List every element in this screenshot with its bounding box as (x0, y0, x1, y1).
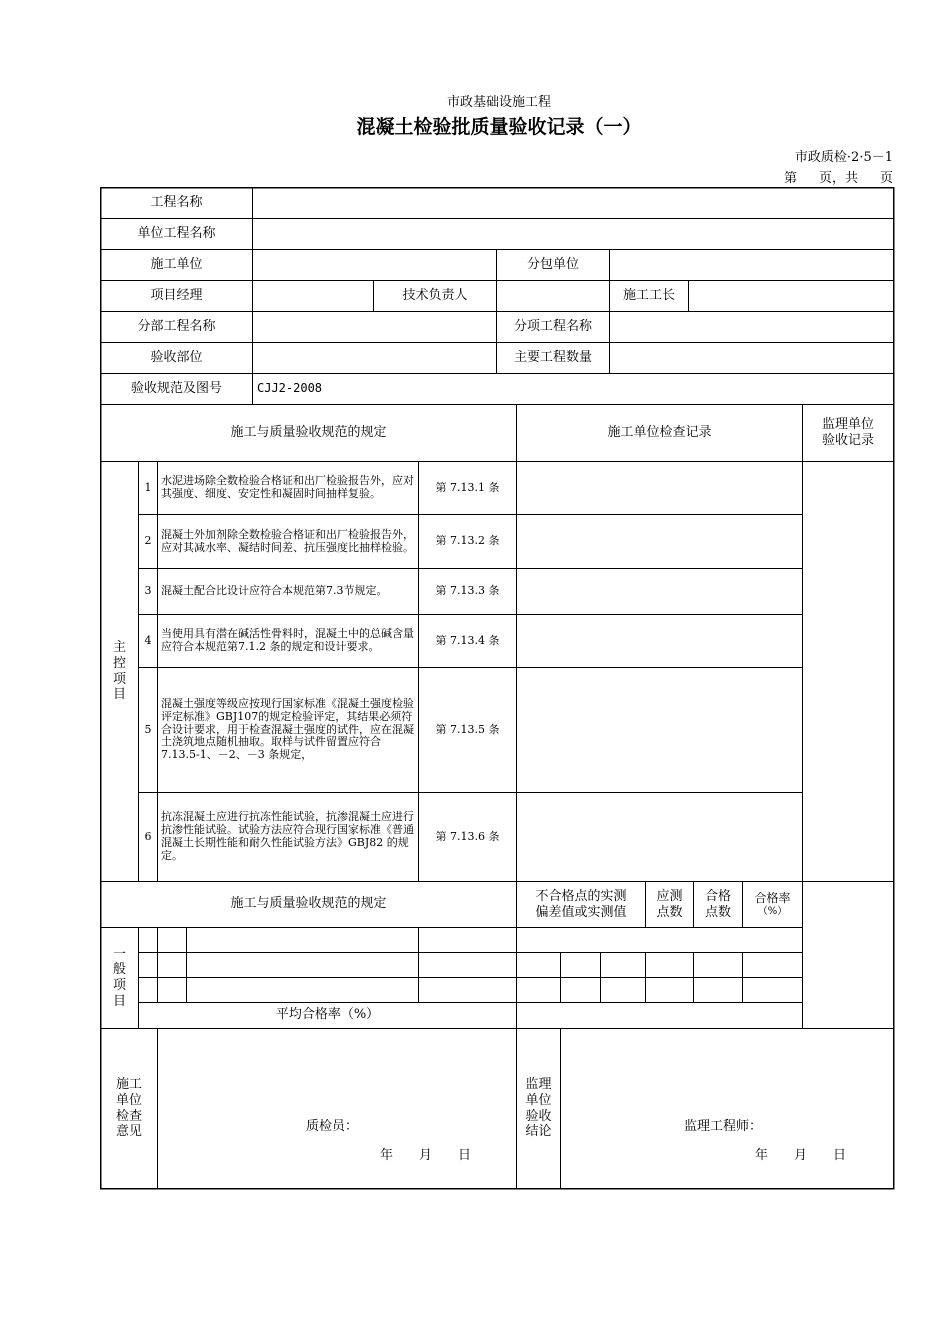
contractor-date: 年 月 日 (380, 1148, 472, 1163)
main-items-section-label (101, 462, 138, 881)
general-item-field[interactable] (187, 953, 418, 977)
passed-points-header (694, 882, 742, 927)
measured-header-line2: 点数 (656, 904, 683, 920)
contractor-record-header: 施工单位检查记录 (607, 424, 712, 440)
subcontractor-field[interactable] (610, 250, 893, 280)
section-char: 一 (112, 946, 126, 962)
item-number: 3 (144, 584, 152, 598)
label-line: 监理 (525, 1077, 552, 1093)
division-label: 分部工程名称 (137, 318, 216, 334)
standard-value[interactable]: CJJ2-2008 (257, 381, 323, 396)
rate-header-line2: （%） (757, 905, 788, 917)
quantity-label: 主要工程数量 (513, 349, 592, 365)
general-spec-header: 施工与质量验收规范的规定 (230, 896, 387, 912)
label-line: 单位 (115, 1092, 142, 1108)
form-subtitle: 市政基础设施工程 (446, 95, 551, 110)
tech-lead-label: 技术负责人 (402, 287, 468, 303)
average-pass-rate-label: 平均合格率（%） (275, 1007, 380, 1023)
deviation-header-line1: 不合格点的实测 (535, 888, 627, 904)
contractor-opinion-label (101, 1029, 157, 1188)
page-end: 页 (879, 171, 893, 186)
supervising-engineer-label: 监理工程师： (684, 1119, 763, 1134)
item-text: 当使用具有潜在碱活性骨料时，混凝土中的总碱含量应符合本规范第7.1.2 条的规定和设计要求。 (161, 627, 414, 653)
item-text: 混凝土外加剂除全数检验合格证和出厂检验报告外，应对其减水率、凝结时间差、抗压强度比抽样检验。 (161, 527, 414, 554)
section-char: 目 (112, 993, 126, 1009)
item-record-field[interactable] (517, 462, 802, 514)
supervisor-general-record-field[interactable] (803, 882, 893, 1028)
item-record-field[interactable] (517, 515, 802, 568)
subcontractor-label: 分包单位 (526, 256, 579, 272)
supervisor-date: 年 月 日 (755, 1148, 847, 1163)
inspector-label: 质检员： (306, 1119, 359, 1134)
item-number: 4 (144, 633, 152, 647)
label-line: 验收 (525, 1108, 552, 1124)
item-number: 5 (144, 722, 152, 736)
item-record-field[interactable] (517, 569, 802, 614)
section-char: 控 (112, 655, 126, 671)
supervisor-main-record-field[interactable] (803, 462, 893, 881)
item-text: 抗冻混凝土应进行抗冻性能试验，抗渗混凝土应进行抗渗性能试验。试验方法应符合现行国家标准《普通混凝土长期性能和耐久性能试验方法》GBJ82 的规定。 (161, 810, 414, 862)
page-di: 第 (783, 171, 797, 186)
project-name-field[interactable] (253, 188, 893, 218)
item-number: 2 (144, 534, 152, 548)
contractor-field[interactable] (253, 250, 496, 280)
general-item-record-field[interactable] (517, 928, 802, 952)
rate-header-line1: 合格率 (754, 891, 791, 906)
supervisor-header-line1: 监理单位 (821, 417, 874, 433)
item-text: 混凝土配合比设计应符合本规范第7.3节规定。 (161, 584, 388, 598)
pass-rate-header (743, 882, 802, 927)
location-field[interactable] (253, 343, 496, 373)
average-pass-rate-field[interactable] (517, 1003, 802, 1028)
label-line: 意见 (115, 1124, 142, 1140)
project-name-label: 工程名称 (150, 194, 203, 210)
item-number: 6 (144, 829, 152, 843)
unit-project-label: 单位工程名称 (137, 225, 216, 241)
label-line: 单位 (525, 1092, 552, 1108)
location-label: 验收部位 (150, 349, 203, 365)
section-char: 般 (112, 962, 126, 978)
section-char: 目 (112, 687, 126, 703)
label-line: 检查 (115, 1108, 142, 1124)
label-line: 施工 (115, 1077, 142, 1093)
item-record-field[interactable] (517, 793, 802, 881)
section-char: 项 (112, 671, 126, 687)
form-number: 市政质检·2·5－1 (794, 150, 893, 165)
item-clause: 第 7.13.2 条 (435, 534, 500, 548)
standard-label: 验收规范及图号 (130, 380, 222, 396)
form-title: 混凝土检验批质量验收记录（一） (356, 116, 642, 138)
pm-label: 项目经理 (150, 287, 203, 303)
contractor-label: 施工单位 (150, 256, 203, 272)
subdivision-field[interactable] (610, 312, 893, 342)
item-record-field[interactable] (517, 615, 802, 667)
measured-header-line1: 应测 (656, 888, 683, 904)
item-clause: 第 7.13.3 条 (435, 584, 500, 598)
section-char: 主 (112, 640, 126, 656)
item-record-field[interactable] (517, 668, 802, 792)
foreman-field[interactable] (689, 281, 893, 311)
subdivision-label: 分项工程名称 (513, 318, 592, 334)
item-clause: 第 7.13.4 条 (435, 633, 500, 647)
supervisor-header-line2: 验收记录 (821, 433, 874, 448)
foreman-label: 施工工长 (622, 287, 675, 303)
item-number: 1 (144, 480, 152, 494)
supervisor-conclusion-label (517, 1029, 560, 1188)
section-char: 项 (112, 978, 126, 993)
item-text: 混凝土强度等级应按现行国家标准《混凝土强度检验评定标准》GBJ107的规定检验评定，其结果必须符合设计要求，用于检查混凝土强度的试件，应在混凝土浇筑地点随机抽取。取样与试件留置应符合 7.13.5-1、－2、－3 条规定， (161, 696, 414, 762)
pm-field[interactable] (253, 281, 373, 311)
item-clause: 第 7.13.6 条 (435, 829, 500, 843)
unit-project-field[interactable] (253, 219, 893, 249)
quantity-field[interactable] (610, 343, 893, 373)
item-clause: 第 7.13.1 条 (435, 480, 500, 494)
item-clause: 第 7.13.5 条 (435, 722, 500, 736)
passed-header-line1: 合格 (704, 888, 731, 904)
general-item-field[interactable] (187, 928, 418, 952)
page-ye: 页，共 (818, 171, 858, 186)
division-field[interactable] (253, 312, 496, 342)
deviation-header-line2: 偏差值或实测值 (535, 904, 627, 920)
general-items-section-label (101, 928, 138, 1028)
deviation-header (517, 882, 645, 927)
tech-lead-field[interactable] (497, 281, 609, 311)
item-text: 水泥进场除全数检验合格证和出厂检验报告外，应对其强度、细度、安定性和凝固时间抽样复验。 (161, 474, 414, 500)
supervisor-record-header (803, 405, 893, 461)
general-item-field[interactable] (187, 978, 418, 1002)
passed-header-line2: 点数 (704, 904, 731, 920)
label-line: 结论 (525, 1124, 552, 1140)
measured-points-header (646, 882, 693, 927)
main-spec-header: 施工与质量验收规范的规定 (230, 424, 387, 440)
